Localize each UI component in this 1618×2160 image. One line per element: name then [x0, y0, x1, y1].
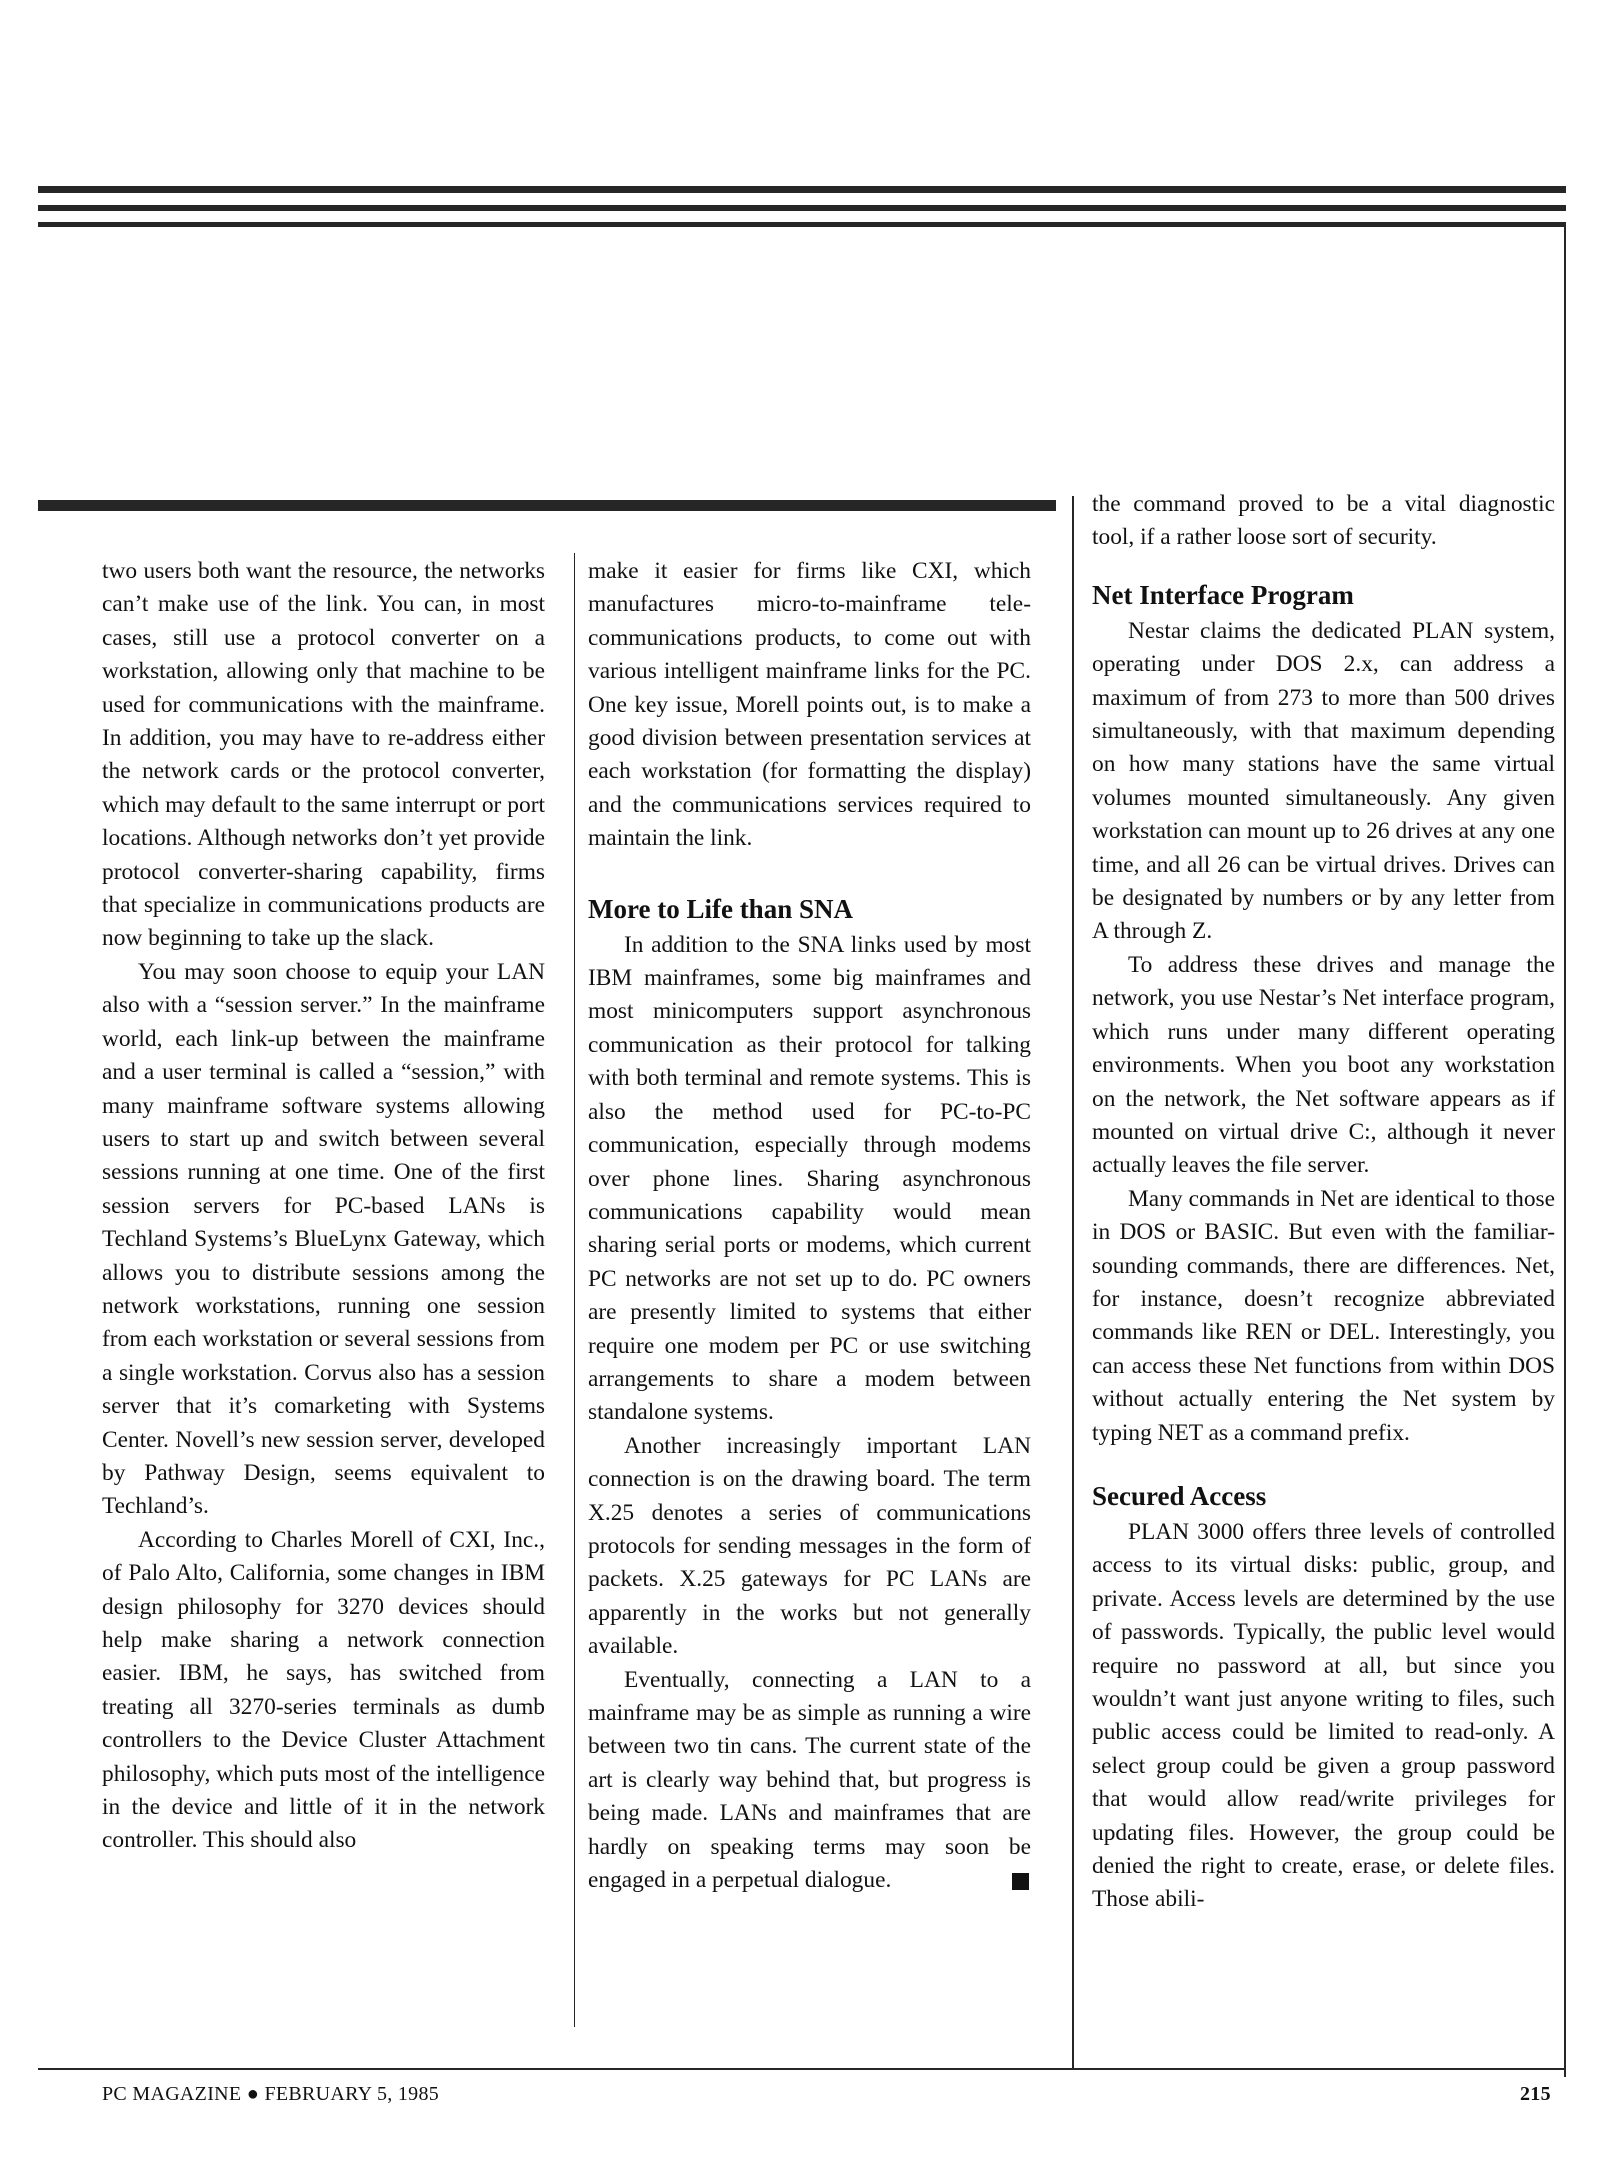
col2-paragraph-4-text: Eventually, connecting a LAN to a mainframe may be as simple as running a wire between two tin cans. The current state of the art is clearly way behind that, but progress is being made. LANs and mainframes that are hardly on speaking terms may soon be engaged in a perpetual dialogue.: [588, 1666, 1031, 1894]
col2-paragraph-2: In addition to the SNA links used by most IBM mainframes, some big mainframes and most minicomputers support asynchronous communication as their protocol for talking with both terminal and remote systems. This is also the method used for PC-to-PC communication, especially through modems over phone lines. Sharing asynchronous communications capability would mean sharing serial ports or modems, which current PC networks are not set up to do. PC owners are presently limited to systems that either require one modem per PC or use switching arrangements to share a modem between standalone systems.: [588, 931, 1031, 1426]
article-column-1: [102, 555, 545, 2030]
header-rule-3: [38, 222, 1566, 227]
col1-paragraph-3: According to Charles Morell of CXI, Inc., of Palo Alto, California, some changes in IBM design philosophy for 3270 devices should help make sharing a network connection easier. IBM, he says, has switched from treating all 3270-series terminals as dumb controllers to the Device Cluster Attachment philosophy, which puts most of the intelligence in the device and little of it in the network controller. This should also: [102, 1526, 545, 1854]
col2-paragraph-4: [588, 1664, 1031, 1898]
end-of-article-mark: [1012, 1873, 1029, 1890]
section-heading-secured-access: Secured Access: [1092, 1480, 1267, 1511]
footer-date: FEBRUARY 5, 1985: [264, 2083, 440, 2105]
col3-paragraph-4: PLAN 3000 offers three levels of controlled access to its virtual disks: public, group, and private. Access levels are determined by the use of passwords. Typically, the public level would require no password at all, but since you wouldn’t want just anyone writing to files, such public access could be limited to read-only. A select group could be given a group password that would allow read/write privileges for updating files. However, the group could be denied the right to create, erase, or delete files. Those abili-: [1092, 1518, 1555, 1913]
footer-magazine-name: PC MAGAZINE: [102, 2083, 242, 2105]
column-divider-2: [1072, 496, 1074, 2068]
col3-intro-paragraph: the command proved to be a vital diagnostic tool, if a rather loose sort of security.: [1092, 491, 1555, 551]
column-divider-1: [574, 553, 575, 2027]
section-heading-net-interface: Net Interface Program: [1092, 579, 1354, 610]
col1-paragraph-2: You may soon choose to equip your LAN also with a “session server.” In the mainframe world, each link-up between the mainframe and a user terminal is called a “session,” with many mainframe software systems allowing users to start up and switch between several sessions running at one time. One of the first session servers for PC-based LANs is Techland Systems’s BlueLynx Gateway, which allows you to distribute sessions among the network workstations, running one session from each workstation or several sessions from a single workstation. Corvus also has a session server that it’s comarketing with Systems Center. Novell’s new session server, developed by Pathway Design, seems equivalent to Techland’s.: [102, 958, 545, 1520]
col3-paragraph-1: Nestar claims the dedicated PLAN system, operating under DOS 2.x, can address a maximum of from 273 to more than 500 drives simultaneously, with that maximum depending on how many stations have the same virtual volumes mounted simultaneously. Any given workstation can mount up to 26 drives at any one time, and all 26 can be virtual drives. Drives can be designated by numbers or by any letter from A through Z.: [1092, 617, 1555, 945]
footer-bullet: ●: [246, 2083, 260, 2105]
footer-left: [102, 2083, 439, 2106]
col2-paragraph-1: make it easier for firms like CXI, which manufactures micro-to-mainframe telecommunications products, to come out with various intelligent mainframe links for the PC. One key issue, Morell points out, is to make a good division between presentation services at each workstation (for formatting the display) and the communications services required to maintain the link.: [588, 558, 1031, 852]
section-heading-more-to-life: More to Life than SNA: [588, 893, 853, 924]
col2-paragraph-3: Another increasingly important LAN connection is on the drawing board. The term X.25 denotes a series of communications protocols for sending messages in the form of packets. X.25 gateways for PC LANs are apparently in the works but not generally available.: [588, 1432, 1031, 1660]
article-column-2: [588, 555, 1031, 2030]
right-border-line: [1564, 227, 1566, 2077]
col3-paragraph-2: To address these drives and manage the network, you use Nestar’s Net interface program, which runs under many different operating environments. When you boot any workstation on the network, the Net software appears as if mounted on virtual drive C:, although it never actually leaves the file server.: [1092, 951, 1555, 1179]
col1-paragraph-1: two users both want the resource, the networks can’t make use of the link. You can, in most cases, still use a protocol converter on a workstation, allowing only that machine to be used for communications with the mainframe. In addition, you may have to re-address either the network cards or the protocol converter, which may default to the same interrupt or port locations. Although networks don’t yet provide protocol converter-sharing capability, firms that specialize in communications products are now beginning to take up the slack.: [102, 558, 545, 952]
article-column-3: [1092, 488, 1555, 2070]
header-rule-2: [38, 205, 1566, 211]
header-rule-1: [38, 186, 1566, 193]
page-number: 215: [1520, 2083, 1551, 2105]
column-top-rule: [38, 500, 1056, 511]
col3-paragraph-3: Many commands in Net are identical to those in DOS or BASIC. But even with the familiar-sounding commands, there are differences. Net, for instance, doesn’t recognize abbreviated commands like REN or DEL. Interestingly, you can access these Net functions from within DOS without actually entering the Net system by typing NET as a command prefix.: [1092, 1185, 1555, 1446]
